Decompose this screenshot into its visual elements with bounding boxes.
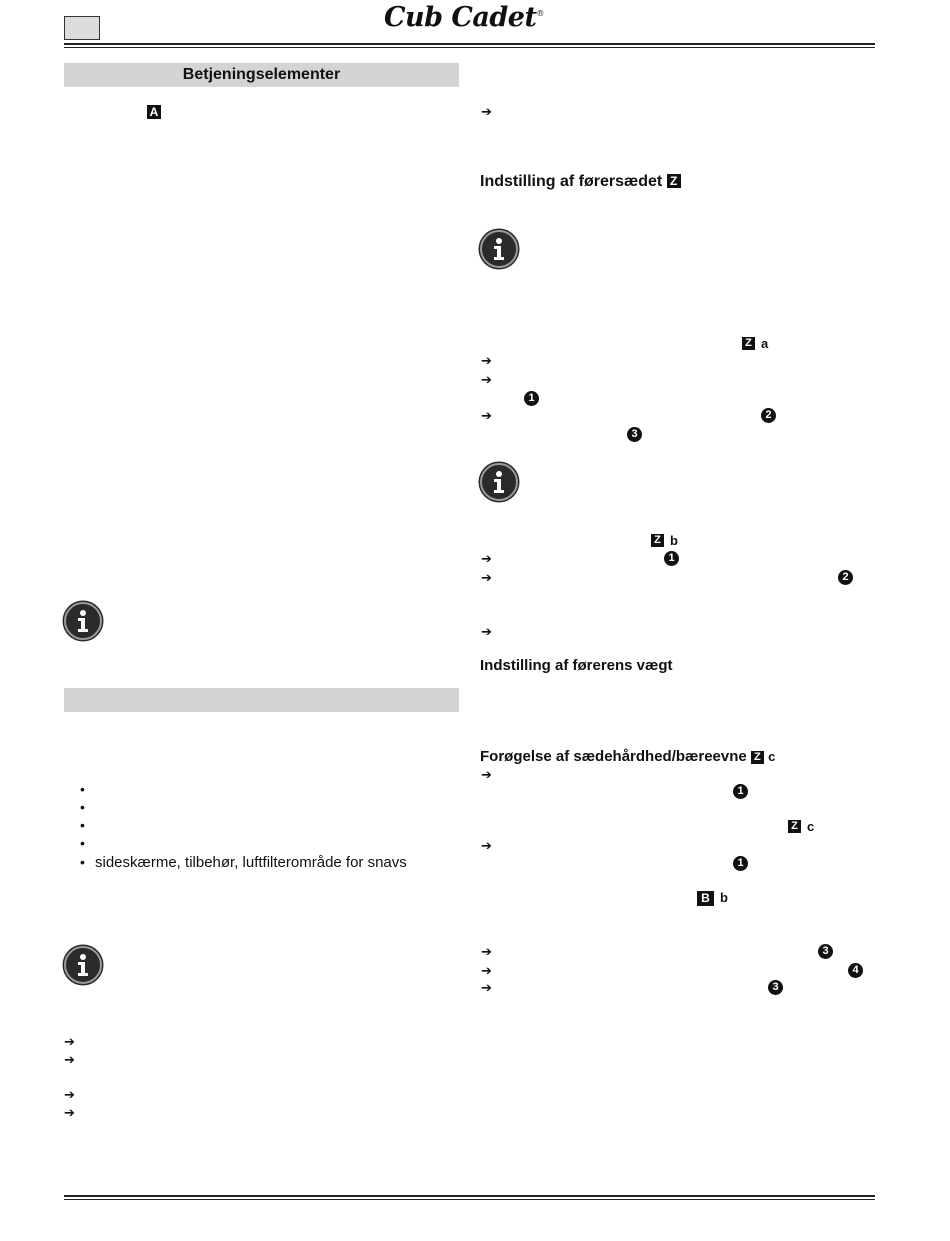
arrow-right-icon: ➔ <box>64 1087 75 1102</box>
header-rule <box>64 43 875 45</box>
bullet-dot: • <box>80 854 85 870</box>
figure-tag-a: A <box>147 105 161 119</box>
cub-cadet-logo: Cub Cadet® <box>384 2 544 33</box>
figure-tag-b: B <box>697 891 714 906</box>
section-title-betjeningselementer: Betjeningselementer <box>64 63 459 87</box>
callout-3: 3 <box>818 944 833 959</box>
arrow-right-icon: ➔ <box>481 624 492 639</box>
callout-1: 1 <box>524 391 539 406</box>
info-icon <box>64 946 102 984</box>
callout-3: 3 <box>768 980 783 995</box>
arrow-right-icon: ➔ <box>481 353 492 368</box>
arrow-right-icon: ➔ <box>481 408 492 423</box>
bullet-dot: • <box>80 817 85 833</box>
bullet-dot: • <box>80 835 85 851</box>
bullet-dot: • <box>80 799 85 815</box>
info-icon <box>64 602 102 640</box>
callout-4: 4 <box>848 963 863 978</box>
arrow-right-icon: ➔ <box>481 570 492 585</box>
arrow-right-icon: ➔ <box>481 944 492 959</box>
arrow-right-icon: ➔ <box>64 1034 75 1049</box>
arrow-right-icon: ➔ <box>481 838 492 853</box>
callout-3: 3 <box>627 427 642 442</box>
footer-rule <box>64 1195 875 1197</box>
arrow-right-icon: ➔ <box>481 551 492 566</box>
callout-2: 2 <box>761 408 776 423</box>
figure-tag-z: Z <box>667 174 681 188</box>
figure-tag-z: Z <box>788 820 801 833</box>
figure-label-a: a <box>761 336 769 351</box>
figure-label-c: c <box>768 749 776 764</box>
footer-rule-thin <box>64 1199 875 1200</box>
arrow-right-icon: ➔ <box>481 372 492 387</box>
arrow-right-icon: ➔ <box>481 767 492 782</box>
info-icon <box>480 230 518 268</box>
arrow-right-icon: ➔ <box>481 963 492 978</box>
callout-1: 1 <box>733 856 748 871</box>
figure-tag-z: Z <box>751 751 764 764</box>
section-title-blank <box>64 688 459 712</box>
figure-tag-z: Z <box>651 534 664 547</box>
callout-1: 1 <box>733 784 748 799</box>
figure-label-b: b <box>670 533 678 548</box>
figure-tag-z: Z <box>742 337 755 350</box>
callout-2: 2 <box>838 570 853 585</box>
heading-driver-weight: Indstilling af førerens vægt <box>480 657 673 674</box>
bullet-dot: • <box>80 781 85 797</box>
arrow-right-icon: ➔ <box>481 980 492 995</box>
page-number-box <box>64 16 100 40</box>
header-rule-thin <box>64 47 875 48</box>
figure-label-c: c <box>807 819 815 834</box>
callout-1: 1 <box>664 551 679 566</box>
arrow-right-icon: ➔ <box>481 104 492 119</box>
figure-label-b: b <box>720 890 728 905</box>
bullet-text-sideskaerme: sideskærme, tilbehør, luftfilterområde for snavs <box>95 854 407 871</box>
arrow-right-icon: ➔ <box>64 1052 75 1067</box>
info-icon <box>480 463 518 501</box>
heading-seat-adjustment: Indstilling af førersædet Z <box>480 173 681 191</box>
heading-seat-hardness: Forøgelse af sædehårdhed/bæreevne Z c <box>480 748 776 765</box>
arrow-right-icon: ➔ <box>64 1105 75 1120</box>
